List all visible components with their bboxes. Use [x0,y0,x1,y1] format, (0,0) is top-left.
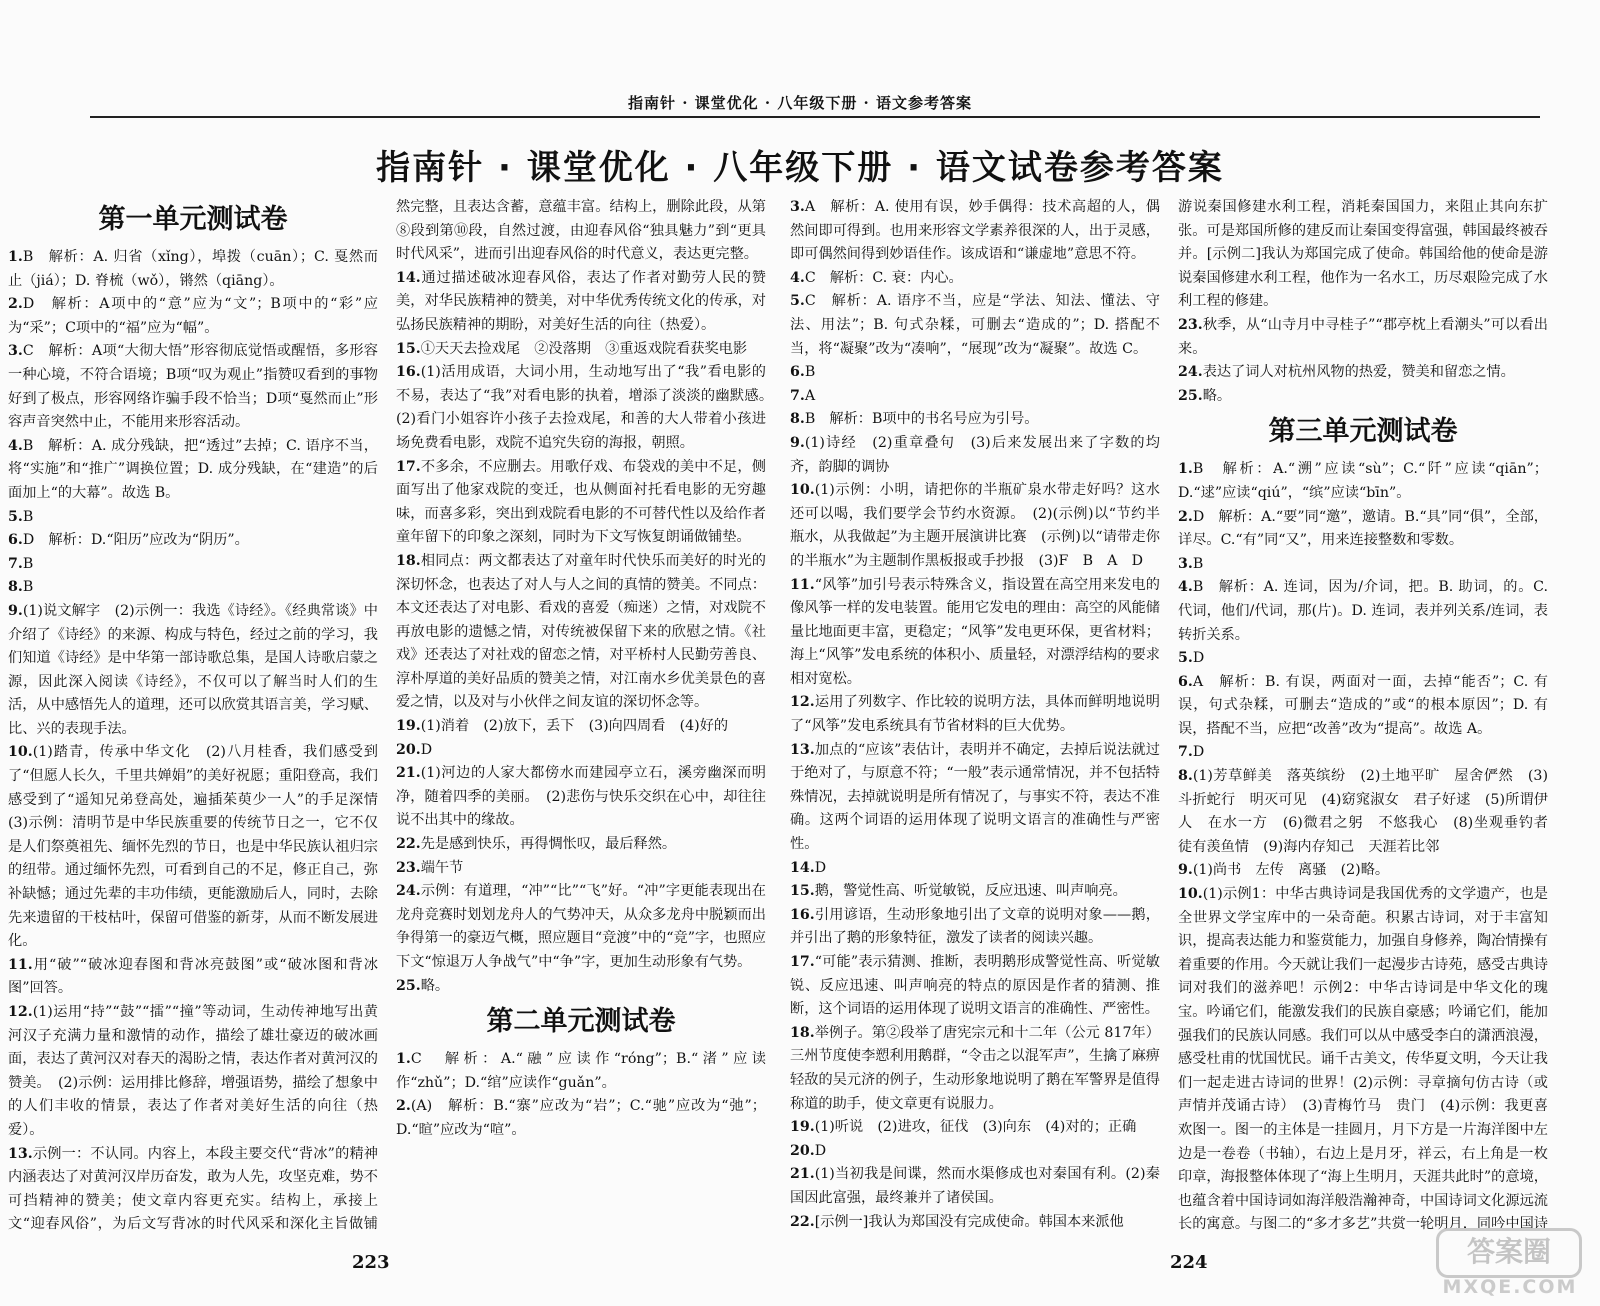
answer-number: 2. [8,296,23,313]
answer-item [1178,647,1548,671]
answer-item [396,267,766,338]
answer-number: 3. [790,199,805,215]
answer-item [1178,458,1548,505]
answer-number: 9. [790,434,805,451]
answer-number: 17. [396,458,421,475]
answer-text: 示例一：不认同。内容上，本段主要交代“背冰”的精神内涵表达了对黄河汉岸历奋发，敢为人先，攻坚克难，势不可挡精神的赞美；使文章内容更充实。结构上，承接上文“迎春风俗”，为后文写背冰的时代风采和深化主旨做铺 [8,1145,378,1233]
answer-number: 24. [396,883,421,900]
answer-text: D 解析：A.“要”同“邀”，邀请。B.“具”同“俱”，全部，详尽。C.“有”同“又”，用来连接整数和零数。 [1178,508,1548,549]
answer-text: 示例：有道理，“冲”“比”“飞”好。“冲”字更能表现出在龙舟竞赛时划划龙舟人的气势冲天，从众多龙舟中脱颖而出争得第一的豪迈气概，照应题目“竞渡”中的“竞”字，也照应下文“惊退万人争战气”中“争”字，更加生动形象有气势。 [396,883,766,970]
answer-item [8,553,378,577]
answer-number: 1. [8,249,23,265]
answer-text: (1)活用成语，大词小用，生动地写出了“我”看电影的不易，表达了“我”对看电影的执着，增添了淡淡的幽默感。 (2)看门小姐容许小孩子去捡戏尾，和善的大人带着小孩进场免费看电影，戏院不追究失窃的海报，朝照。 [396,364,766,451]
answer-item [396,857,766,881]
answer-item [396,833,766,857]
answer-number: 5. [8,508,23,525]
answer-number: 4. [8,437,23,454]
answer-number: 1. [1178,461,1193,478]
answer-item [8,600,378,742]
answer-item [396,361,766,455]
answer-number: 16. [396,364,421,381]
answer-item [1178,883,1548,1238]
answer-number: 20. [396,741,421,758]
answer-item [1178,385,1548,409]
answer-number: 18. [396,552,421,569]
header-rule [90,116,1540,118]
answer-item [1178,671,1548,742]
answer-item [396,456,766,550]
answer-number: 6. [1178,673,1193,690]
answer-number: 12. [790,694,815,711]
page-title: 指南针 · 课堂优化 · 八年级下册 · 语文试卷参考答案 [376,148,1224,188]
answer-item [8,741,378,953]
answer-item [396,196,766,267]
answer-item [396,715,766,739]
answer-item [1178,361,1548,385]
answer-text: 秋季，从“山寺月中寻桂子”“郡亭枕上看潮头”可以看出来。 [1178,316,1548,357]
answer-item [790,385,1160,409]
answer-number: 25. [396,977,421,994]
answer-text: C 解析：A. 语序不当，应是“学法、知法、懂法、守法、用法”；B. 句式杂糅，可删去“造成的”；D. 搭配不当，将“凝聚”改为“凑响”，“展现”改为“凝聚”。故选 C。 [790,293,1160,357]
answer-item [8,293,378,340]
answer-number: 25. [1178,387,1203,404]
answer-number: 10. [790,482,815,499]
answer-text: 鹅，警觉性高、听觉敏锐，反应迅速、叫声响亮。 [814,883,1127,900]
answer-text: ①天天去捡戏尾 ②没落期 ③重返戏院看获奖电影 [420,340,748,357]
answer-item [790,574,1160,692]
answer-text: D [814,859,827,876]
answer-item [790,267,1160,291]
answer-item [8,576,378,600]
answer-text: C 解析：C. 衰：内心。 [804,269,963,286]
answer-text: “风筝”加引号表示特殊含义，指设置在高空用来发电的像风筝一样的发电装置。能用它发电的理由：高空的风能储量比地面更丰富，更稳定；“风筝”发电更环保，更省材料；海上“风筝”发电系统的体积小、质量轻，对漂浮结构的要求相对宽松。 [790,576,1160,687]
answer-item [396,338,766,362]
answer-text: (1)示例1：中华古典诗词是我国优秀的文学遗产，也是全世界文学宝库中的一朵奇葩。积累古诗词，对于丰富知识，提高表达能力和鉴赏能力，加强自身修养，陶冶情操有着重要的作用。今天就让我们一起漫步古诗苑，感受古典诗词对我们的滋养吧！示例2：中华古诗词是中华文化的瑰宝。吟诵它们，能激发我们的民族自豪感；吟诵它们，能加强我们的民族认同感。我们可以从中感受李白的潇洒浪漫，感受杜甫的忧国忧民。诵千古美文，传华夏文明，今天让我们一起走进古诗词的世界！(2)示例：寻章摘句仿古诗（或声情并茂诵古诗） (3)青梅竹马 贵门 (4)示例：我更喜欢图一。图一的主体是一挂圆月，月下方是一片海洋图中左边是一卷卷（书轴），右边上是月牙，祥云，右上角是一枚印章，海报整体体现了“海上生明月，天涯共此时”的意境，也蕴含着中国诗词如海洋般浩瀚神奇，中国诗词文化源远流长的寓意。与图二的“多才多艺”共赏一轮明月，同吟中国诗 [1178,886,1548,1233]
answer-number: 8. [790,411,805,428]
answer-item [8,954,378,1001]
answer-number: 21. [396,765,421,782]
answer-text: A 解析：B. 有误，两面对一面，去掉“能否”；C. 有误，句式杂糅，可删去“造成的”或“的根本原因”；D. 有误，搭配不当，应把“改善”改为“提高”。故选 A。 [1178,673,1548,737]
answer-item [396,880,766,974]
answer-text: B [22,508,34,525]
answer-number: 8. [8,579,23,596]
answer-item [1178,576,1548,647]
answer-item [396,550,766,715]
answer-text: (1)消着 (2)放下，丢下 (3)向四周看 (4)好的 [420,718,729,735]
answer-number: 18. [790,1024,815,1041]
watermark-logo-text: 答案圈 [1436,1228,1582,1278]
answer-text: 游说秦国修建水利工程，消耗秦国国力，来阻止其向东扩张。可是郑国所修的建反而让秦国变得富强，韩国最终被吞并。[示例二]我认为郑国完成了使命。韩国给他的使命是游说秦国修建水利工程，他作为一名水工，历尽艰险完成了水利工程的修建。 [1178,199,1548,310]
answer-item [1178,314,1548,361]
answer-number: 21. [790,1166,815,1183]
watermark-url: MXQE.COM [1442,1276,1578,1298]
answer-text: B 解析：A. 成分残缺，把“透过”去掉；C. 语序不当，将“实施”和“推广”调换位置；D. 成分残缺，在“建造”的后面加上“的大幕”。故选 B。 [8,437,378,501]
answer-text: 举例子。第②段举了唐宪宗元和十二年（公元 817年）三州节度使李愬利用鹅群，“令击之以混军声”，生擒了麻痹轻敌的吴元济的例子，生动形象地说明了鹅在军警界是值得称道的助手，使文章更有说服力。 [790,1024,1160,1112]
answer-text: B 解析：A. 归省（xǐng），埠拨（cuān）；C. 戛然而止（jiá）；D. 脊梳（wǒ），锵然（qiāng）。 [8,249,378,289]
answer-item [1178,859,1548,883]
answer-number: 15. [790,883,815,900]
answer-item [790,880,1160,904]
answer-number: 9. [1178,862,1193,879]
answer-text: (1)听说 (2)进攻，征伐 (3)向东 (4)对的；正确 [814,1119,1137,1136]
answer-text: (1)运用“持”“鼓”“擂”“撞”等动词，生动传神地写出黄河汉子充满力量和激情的动作，描绘了雄壮豪迈的破冰画面，表达了黄河汉对春天的渴盼之情，表达作者对黄河汉的赞美。 (2)示例：运用排比修辞，增强语势，描绘了想象中的人们丰收的情景，表达了作者对美好生活的向往（热爱）。 [8,1004,378,1138]
answer-text: C 解析：A项“大彻大悟”形容彻底觉悟或醒悟，多形容一种心境，不符合语境；B项“叹为观止”指赞叹看到的事物好到了极点，形容网络诈骗手段不恰当；D项“戛然而止”形容声音突然中止，不能用来形容活动。 [8,343,378,431]
answer-column-2 [396,196,766,1238]
answer-text: (1)河边的人家大都傍水而建园亭立石，溪旁幽深而明净，随着四季的美丽。 (2)悲伤与快乐交织在心中，却往往说不出其中的缘故。 [396,765,766,829]
answer-number: 22. [790,1213,815,1230]
answer-text: B 解析：A. 连词，因为/介词，把。B. 助词，的。C. 代词，他们/代词，那(片)。D. 连词，表并列关系/连词，表转折关系。 [1178,579,1548,643]
answer-number: 4. [1178,579,1193,596]
answer-item [8,246,378,293]
answer-number: 15. [396,340,421,357]
answer-item [790,1163,1160,1210]
watermark-logo [1430,1228,1590,1300]
answer-text: (1)芳草鲜美 落英缤纷 (2)土地平旷 屋舍俨然 (3)斗折蛇行 明灭可见 (4)窈窕淑女 君子好逑 (5)所谓伊人 在水一方 (6)微君之躬 不悠我心 (8)坐观垂钓者 徒有羡鱼情 (9)海内存知己 天涯若比邻 [1178,768,1548,855]
answer-item [8,435,378,506]
answer-column-1 [8,196,378,1238]
answer-text: 用“破”“破冰迎春图和背冰亮鼓图”或“破冰图和背冰图”回答。 [8,956,378,997]
answer-text: B [804,364,816,381]
answer-text: B [22,579,34,596]
answer-text: 表达了词人对杭州风物的热爱，赞美和留恋之情。 [1202,364,1515,381]
answer-item [8,340,378,434]
answer-text: B [22,555,34,572]
answer-number: 5. [790,293,805,310]
answer-text: (1)诗经 (2)重章叠句 (3)后来发展出来了字数的均齐，韵脚的调协 [790,434,1160,475]
answer-item [790,361,1160,385]
answer-text: D 解析：A项中的“意”应为“文”；B项中的“彩”应为“采”；C项中的“福”应为“幅”。 [8,296,378,336]
answer-item [790,857,1160,881]
answer-item [1178,553,1548,577]
answer-number: 11. [790,576,815,593]
answer-number: 4. [790,269,805,286]
answer-item [790,290,1160,361]
answer-item [790,432,1160,479]
answer-text: “可能”表示猜测、推断，表明鹅形成警觉性高、听觉敏锐、反应迅速、叫声响亮的特点的原因是作者的猜测、推断，这个词语的运用体现了说明文语言的准确性、严密性。 [790,954,1160,1018]
answer-text: 引用谚语，生动形象地引出了文章的说明对象——鹅，并引出了鹅的形象特征，激发了读者的阅读兴趣。 [790,906,1160,947]
answer-number: 12. [8,1004,33,1020]
answer-number: 1. [396,1051,411,1068]
answer-item [790,1140,1160,1164]
answer-item [1178,196,1548,314]
answer-number: 20. [790,1142,815,1159]
answer-item [396,1048,766,1095]
section-title-unit2: 第二单元测试卷 [486,1006,676,1038]
answer-column-3 [790,196,1160,1238]
answer-number: 11. [8,956,33,973]
answer-number: 23. [1178,316,1203,333]
section-title-unit3: 第三单元测试卷 [1268,416,1458,448]
answer-number: 2. [396,1098,411,1115]
answer-number: 19. [396,718,421,735]
answer-number: 2. [1178,508,1193,525]
answer-text: D [814,1142,827,1159]
answer-text: [示例一]我认为郑国没有完成使命。韩国本来派他 [814,1213,1124,1230]
answer-text: D [1192,744,1205,761]
answer-text: (1)示例：小明，请把你的半瓶矿泉水带走好吗？这水还可以喝，我们要学会节约水资源。 (2)(示例)以“节约半瓶水，从我做起”为主题开展演讲比赛 (示例)以“请带走你的半瓶水”为主题制作黑板报或手抄报 (3)F B A D [790,482,1160,569]
answer-item [790,1022,1160,1116]
answer-text: B 解析：A.“溯”应读“sù”；C.“阡”应读“qiān”；D.“逑”应读“qiú”，“缤”应读“bīn”。 [1178,461,1548,501]
answer-text: 略。 [1202,387,1232,404]
answer-number: 7. [790,387,805,404]
answer-text: D [420,741,433,758]
answer-number: 13. [790,741,815,758]
answer-number: 14. [396,269,421,286]
answer-text: 运用了列数字、作比较的说明方法，具体而鲜明地说明了“风筝”发电系统具有节省材料的巨大优势。 [790,694,1160,735]
answer-number: 6. [8,532,23,549]
answer-item [8,506,378,530]
answer-item [790,951,1160,1022]
answer-item [790,196,1160,267]
answer-item [1178,765,1548,859]
answer-item [790,904,1160,951]
answer-text: (1)说文解字 (2)示例一：我选《诗经》。《经典常谈》中介绍了《诗经》的来源、构成与特色，经过之前的学习，我们知道《诗经》是中华第一部诗歌总集，是国人诗歌启蒙之源，因此深入阅读《诗经》，不仅可以了解当时人们的生活，从中感悟先人的道理，还可以欣赏其语言美，学习赋、比、兴的表现手法。 [8,602,378,737]
answer-text: (1)尚书 左传 离骚 (2)略。 [1192,862,1390,879]
answer-text: 通过描述破冰迎春风俗，表达了作者对勤劳人民的赞美，对华民族精神的赞美，对中华优秀传统文化的传承，对弘扬民族精神的期盼，对美好生活的向往（热爱）。 [396,269,766,333]
answer-text: 略。 [420,977,450,994]
answer-number: 7. [1178,744,1193,761]
answer-text: 先是感到快乐，再得惆怅叹，最后释然。 [420,836,677,853]
answer-number: 14. [790,859,815,876]
answer-text: D [1192,650,1205,667]
answer-item [8,1143,378,1238]
answer-number: 22. [396,836,421,853]
answer-number: 5. [1178,650,1193,667]
answer-item [790,1211,1160,1235]
answer-number: 9. [8,602,23,619]
answer-text: 然完整，且表达含蓄，意蕴丰富。结构上，删除此段，从第⑧段到第⑩段，自然过渡，由迎春风俗“独具魅力”到“更具时代风采”，进而引出迎春风俗的时代意义，表达更完整。 [396,199,766,263]
answer-text: B 解析：B项中的书名号应为引号。 [804,411,1039,428]
answer-column-4 [1178,196,1548,1238]
answer-item [1178,506,1548,553]
answer-text: B [1192,555,1204,572]
answer-item [8,529,378,553]
answer-number: 13. [8,1145,33,1162]
answer-text: (1)当初我是间谍，然而水渠修成也对秦国有利。(2)秦国因此富强，最终兼并了诸侯国。 [790,1166,1160,1206]
answer-text: 端午节 [420,859,464,876]
answer-text: (A) 解析：B.“寨”应改为“岩”；C.“驰”应改为“弛”；D.“暄”应改为“喧”。 [396,1098,766,1138]
answer-item [790,1116,1160,1140]
answer-number: 24. [1178,364,1203,381]
answer-number: 16. [790,906,815,923]
answer-number: 3. [8,343,23,360]
running-header: 指南针 · 课堂优化 · 八年级下册 · 语文参考答案 [627,94,972,112]
answer-item [396,762,766,833]
answer-item [396,1095,766,1142]
answer-item [790,479,1160,573]
answer-text: A [804,387,816,404]
answer-number: 17. [790,954,815,970]
page-number-left: 223 [352,1252,390,1273]
answer-number: 8. [1178,768,1193,785]
answer-item [396,975,766,999]
answer-item [1178,741,1548,765]
answer-text: 相同点：两文都表达了对童年时代快乐而美好的时光的深切怀念，也表达了对人与人之间的真情的赞美。不同点：本文还表达了对电影、看戏的喜爱（痴迷）之情，对戏院不再放电影的遗憾之情，对传统被保留下来的欣慰之情。《社戏》还表达了对社戏的留恋之情，对平桥村人民勤劳善良、淳朴厚道的美好品质的赞美之情，对江南水乡优美景色的喜爱之情，以及对与小伙伴之间友谊的深切怀念等。 [396,552,766,711]
answer-item [396,739,766,763]
answer-number: 3. [1178,555,1193,572]
page-number-right: 224 [1170,1252,1208,1273]
answer-item [790,739,1160,857]
answer-number: 10. [1178,886,1203,903]
answer-item [790,691,1160,738]
answer-number: 7. [8,555,23,572]
answer-text: C 解析：A.“融”应读作“róng”；B.“渚”应读作“zhǔ”；D.“绾”应读作“guǎn”。 [396,1051,766,1091]
answer-text: (1)踏青，传承中华文化 (2)八月桂香，我们感受到了“但愿人长久，千里共婵娟”的美好祝愿；重阳登高，我们感受到了“遥知兄弟登高处，遍插茱萸少一人”的手足深情 (3)示例：清明节是中华民族重要的传统节日之一，它不仅是人们祭奠祖先、缅怀先烈的节日，也是中华民族认祖归宗的纽带。通过缅怀先烈，可看到自己的不足，修正自己，弥补缺憾；通过先辈的丰功伟绩，更能激励后人，同时，去除先来遗留的干枝枯叶，保留可借鉴的新芽，从而不断发展进化。 [8,744,378,950]
answer-number: 19. [790,1119,815,1136]
answer-text: 不多余，不应删去。用歌仔戏、布袋戏的美中不足，侧面写出了他家戏院的变迁，也从侧面衬托看电影的无穷趣味，而喜多彩，突出到戏院看电影的不可替代性以及给作者童年留下的印象之深刻，同时为下文写恢复朗诵做铺垫。 [396,458,766,546]
answer-item [790,408,1160,432]
section-title-unit1: 第一单元测试卷 [98,204,288,235]
answer-item [8,1001,378,1143]
answer-text: D 解析：D.“阳历”应改为“阴历”。 [22,532,249,549]
answer-text: A 解析：A. 使用有误，妙手偶得：技术高超的人，偶然间即可得到。也用来形容文学素养很深的人，出于灵感，即可偶然间得到妙语佳作。该成语和“谦虚地”意思不符。 [790,199,1160,263]
answer-number: 23. [396,859,421,876]
answer-text: 加点的“应该”表估计，表明并不确定，去掉后说法就过于绝对了，与原意不符；“一般”表示通常情况，并不包括特殊情况，去掉就说明是所有情况了，与事实不符，表达不准确。这两个词语的运用体现了说明文语言的准确性与严密性。 [790,741,1160,853]
answer-number: 6. [790,364,805,381]
answer-number: 10. [8,744,33,761]
